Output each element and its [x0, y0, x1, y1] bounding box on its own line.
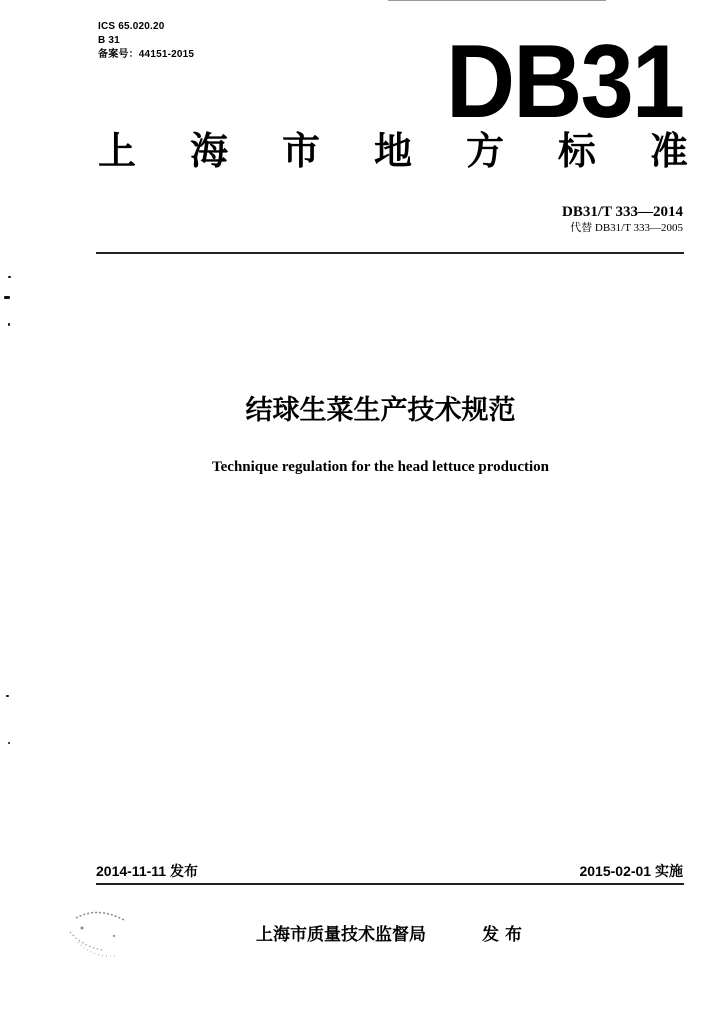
standard-code: DB31/T 333—2014	[562, 204, 683, 220]
standard-type-char: 地	[373, 129, 412, 173]
category-code: B 31	[98, 35, 120, 46]
standard-type-char: 标	[557, 129, 596, 173]
issue-label: 发布	[482, 925, 528, 945]
scan-speck	[4, 296, 10, 299]
standard-type-char: 方	[465, 129, 504, 173]
issuing-authority: 上海市质量技术监督局	[256, 925, 426, 945]
scan-speck	[8, 742, 10, 744]
db31-logo: DB31	[446, 24, 684, 140]
filing-number: 备案号：44151-2015	[98, 49, 195, 60]
standard-type-char: 海	[189, 129, 228, 173]
header-divider	[96, 252, 684, 254]
top-scan-line	[388, 0, 606, 1]
standard-type-char: 准	[649, 129, 688, 173]
document-title-en: Technique regulation for the head lettuce production	[212, 459, 549, 475]
standard-type-title	[98, 126, 688, 176]
effective-date: 2015-02-01 实施	[579, 863, 683, 879]
replaces-code: 代替 DB31/T 333—2005	[570, 222, 683, 234]
footer-divider	[96, 883, 684, 885]
standard-code-block	[562, 203, 683, 235]
scan-speck	[8, 276, 11, 278]
scan-speck	[8, 323, 10, 326]
document-title-cn: 结球生菜生产技术规范	[245, 395, 516, 426]
faded-seal-icon	[62, 906, 134, 964]
scan-speck	[6, 695, 9, 697]
standard-type-char: 市	[281, 129, 320, 173]
ics-number: ICS 65.020.20	[98, 21, 165, 32]
standard-type-char: 上	[98, 129, 137, 173]
issue-date: 2014-11-11 发布	[96, 863, 198, 879]
